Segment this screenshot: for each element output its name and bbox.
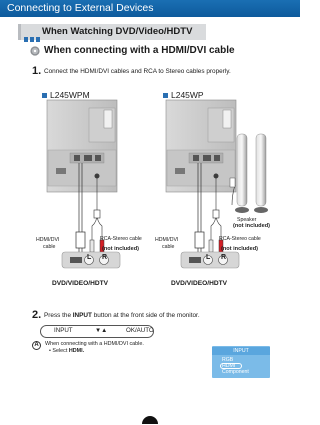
osd-item-rgb: RGB (222, 357, 234, 363)
section-title: When Watching DVD/Video/HDTV (42, 26, 193, 37)
osd-item-hdmi: HDMI (222, 363, 236, 369)
rca-label-right: RCA-Stereo cable (219, 236, 261, 242)
device-label-left: DVD/VIDEO/HDTV (52, 280, 109, 287)
audio-r-left: R (102, 254, 108, 261)
flow-ok-label: OK/AUTO (126, 327, 154, 334)
step-2-text: Press the INPUT button at the front side of the monitor. (44, 312, 200, 319)
note-bullet: • Select HDMI. (49, 348, 85, 354)
audio-r-right: R (221, 254, 227, 261)
hdmi-label-right-2: cable (162, 244, 175, 250)
rca-note-right: (not included) (221, 246, 258, 252)
device-label-right: DVD/VIDEO/HDTV (171, 280, 228, 287)
osd-title: INPUT (212, 347, 270, 355)
page-title: Connecting to External Devices (7, 2, 154, 14)
model-label-right: L245WP (171, 90, 204, 100)
speaker-label: Speaker (237, 217, 257, 223)
hdmi-label-right: HDMI/DVI (155, 237, 179, 243)
step-1-number: 1. (32, 65, 42, 77)
speaker-right (254, 134, 268, 213)
step-2-number: 2. (32, 309, 42, 321)
rca-note-left: (not included) (102, 246, 139, 252)
flow-input-label: INPUT (54, 327, 73, 334)
audio-l-left: L (87, 254, 92, 261)
speaker-left (235, 134, 249, 213)
model-label-left: L245WPM (50, 90, 90, 100)
step-1-text: Connect the HDMI/DVI cables and RCA to Stereo cables properly. (44, 68, 231, 75)
osd-item-component: Component (222, 369, 249, 375)
subsection-title: When connecting with a HDMI/DVI cable (44, 45, 235, 56)
hdmi-label-left: HDMI/DVI (36, 237, 60, 243)
hdmi-label-left-2: cable (43, 244, 56, 250)
note-text: When connecting with a HDMI/DVI cable. (45, 341, 144, 347)
note-badge: A (32, 341, 41, 350)
flow-arrows-icon: ▼▲ (95, 327, 108, 334)
audio-l-right: L (206, 254, 211, 261)
speaker-note: (not included) (233, 223, 270, 229)
rca-label-left: RCA-Stereo cable (100, 236, 142, 242)
